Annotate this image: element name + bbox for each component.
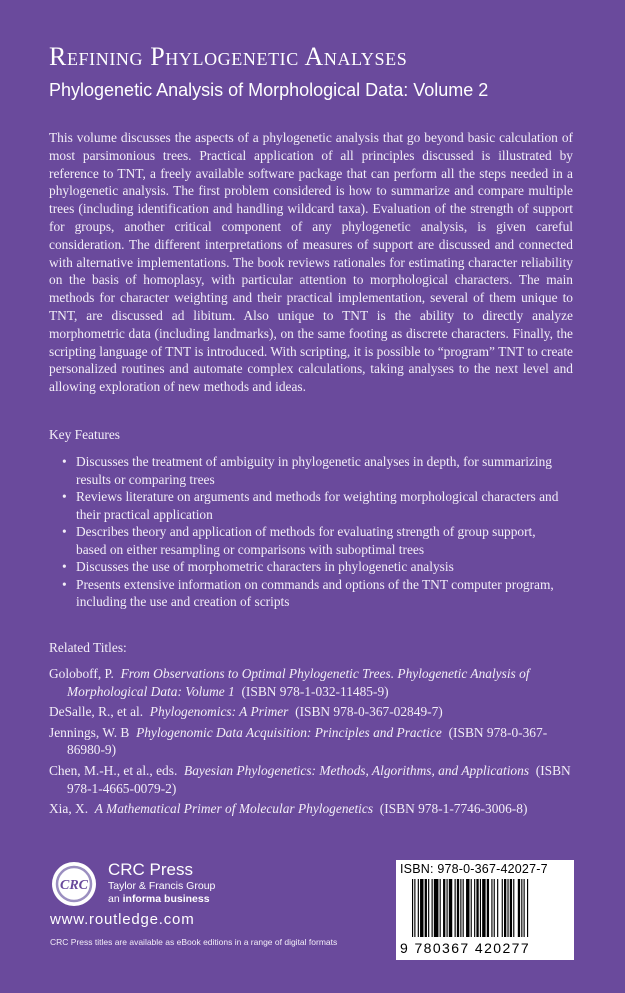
barcode-bar: [418, 879, 419, 937]
barcode-bar: [527, 879, 528, 937]
barcode-digits: 9 780367 420277: [400, 940, 530, 956]
ebook-note: CRC Press titles are available as eBook editions in a range of digital formats: [50, 937, 338, 947]
barcode-bar: [434, 879, 439, 937]
related-author: DeSalle, R., et al.: [49, 704, 144, 720]
related-titles-heading: Related Titles:: [49, 640, 127, 655]
key-feature-item: [62, 453, 562, 488]
related-book-title: From Observations to Optimal Phylogenetic Trees. Phylogenetic Analysis of Morphological Data: Volume 1: [67, 666, 530, 699]
barcode-bar: [440, 879, 441, 937]
book-subtitle: Phylogenetic Analysis of Morphological Data: Volume 2: [49, 80, 489, 100]
barcode-bar: [460, 879, 461, 937]
book-title: Refining Phylogenetic Analyses: [49, 42, 408, 71]
bullet-icon: •: [62, 454, 67, 469]
publisher-name: CRC Press: [108, 860, 194, 879]
barcode-bar: [494, 879, 495, 937]
barcode-bar: [482, 879, 485, 937]
publisher-group: Taylor & Francis Group: [108, 880, 216, 892]
barcode-bar: [507, 879, 508, 937]
description-text: This volume discusses the aspects of a phylogenetic analysis that go beyond basic calculation of most parsimonious trees. Practical application of all principles discussed is illustrated by reference to TNT, a freely available software package that can perform all the steps needed in a phylogenetic analysis. The first problem considered is how to summarize and compare multiple trees (including identification and handling wildcard taxa). Evaluation of the strength of support for groups, another critical component of any phylogenetic analysis, is given careful consideration. The different interpretations of measures of support are discussed and connected with alternative implementations. The book reviews rationales for estimating character reliability on the basis of homoplasy, with particular attention to morphological characters. The main methods for character weighting and their practical implementation, several of them unique to TNT, are discussed ad libitum. Also unique to TNT is the ability to directly analyze morphometric data (including landmarks), on the same footing as discrete characters. Finally, the scripting language of TNT is introduced. With scripting, it is possible to “program” TNT to create personalized routines and automate complex calculations, taking analyses to the next level and allowing exploration of new methods and ideas.: [49, 130, 573, 395]
barcode-bar: [432, 879, 433, 937]
related-title-item: [49, 800, 579, 818]
key-feature-item: [62, 558, 562, 576]
barcode-bar: [504, 879, 506, 937]
barcode-bar: [455, 879, 456, 937]
bullet-icon: •: [62, 559, 67, 574]
informa-line: [108, 893, 215, 906]
barcode-bar: [491, 879, 492, 937]
barcode-bar: [471, 879, 472, 937]
crc-press-logo-icon: [51, 861, 97, 907]
key-feature-text: Reviews literature on arguments and methods for weighting morphological characters and their practical application: [76, 489, 559, 522]
key-feature-text: Discusses the use of morphometric characters in phylogenetic analysis: [76, 559, 454, 574]
barcode-bar: [487, 879, 489, 937]
related-author: Chen, M.-H., et al., eds.: [49, 762, 178, 778]
isbn-label: ISBN: 978-0-367-42027-7: [400, 862, 548, 876]
related-title-item: [49, 762, 579, 797]
barcode-bar: [466, 879, 469, 937]
barcode-bar: [449, 879, 452, 937]
key-feature-item: [62, 488, 562, 523]
related-title-item: [49, 665, 579, 700]
informa-prefix: an: [108, 893, 120, 905]
barcode-bar: [480, 879, 481, 937]
related-book-title: Bayesian Phylogenetics: Methods, Algorithms, and Applications: [184, 762, 530, 778]
key-feature-text: Describes theory and application of methods for evaluating strength of group support, based on either resampling or comparisons with suboptimal trees: [76, 524, 536, 557]
key-feature-text: Presents extensive information on commands and options of the TNT computer program, including the use and creation of scripts: [76, 576, 554, 609]
barcode-bar: [476, 879, 478, 937]
related-isbn: (ISBN 978-1-7746-3006-8): [379, 801, 528, 817]
related-author: Jennings, W. B: [49, 724, 130, 740]
related-isbn: (ISBN 978-1-032-11485-9): [241, 683, 389, 699]
key-features-heading: Key Features: [49, 427, 121, 442]
barcode-bar: [502, 879, 503, 937]
barcode-bars: [396, 879, 574, 941]
key-feature-text: Discusses the treatment of ambiguity in phylogenetic analyses in depth, for summarizing results or comparing trees: [76, 454, 553, 487]
related-titles-list: [49, 665, 579, 821]
informa-name: informa business: [122, 893, 210, 905]
barcode-bar: [521, 879, 522, 937]
bullet-icon: •: [62, 524, 67, 539]
key-feature-item: [62, 523, 562, 558]
logo-text: CRC: [59, 878, 89, 893]
key-feature-item: [62, 576, 562, 611]
barcode-bar: [447, 879, 448, 937]
barcode-bar: [414, 879, 415, 937]
bullet-icon: •: [62, 576, 67, 592]
publisher-website: www.routledge.com: [50, 911, 195, 928]
barcode-bar: [425, 879, 427, 937]
related-title-item: [49, 724, 579, 759]
barcode-bar: [412, 879, 413, 937]
barcode-bar: [510, 879, 512, 937]
barcode-bar: [518, 879, 520, 937]
related-book-title: Phylogenomics: A Primer: [149, 704, 289, 720]
bullet-icon: •: [62, 489, 67, 504]
barcode-bar: [524, 879, 525, 937]
related-book-title: Phylogenomic Data Acquisition: Principles and Practice: [136, 724, 442, 740]
isbn-barcode: [396, 860, 574, 960]
related-isbn: (ISBN 978-0-367-02849-7): [295, 704, 443, 720]
barcode-bar: [443, 879, 445, 937]
publisher-brand: [108, 860, 215, 906]
related-isbn: (ISBN 978-0-367-86980-9): [67, 724, 548, 758]
barcode-bar: [457, 879, 459, 937]
barcode-bar: [420, 879, 423, 937]
related-title-item: [49, 703, 579, 721]
barcode-bar: [428, 879, 429, 937]
barcode-bar: [497, 879, 498, 937]
key-features-list: [62, 453, 562, 611]
related-isbn: (ISBN 978-1-4665-0079-2): [67, 762, 571, 796]
barcode-bar: [513, 879, 514, 937]
related-book-title: A Mathematical Primer of Molecular Phylogenetics: [94, 801, 374, 817]
barcode-bar: [463, 879, 464, 937]
barcode-bar: [474, 879, 475, 937]
related-author: Goloboff, P.: [49, 666, 114, 681]
related-author: Xia, X.: [49, 801, 89, 817]
